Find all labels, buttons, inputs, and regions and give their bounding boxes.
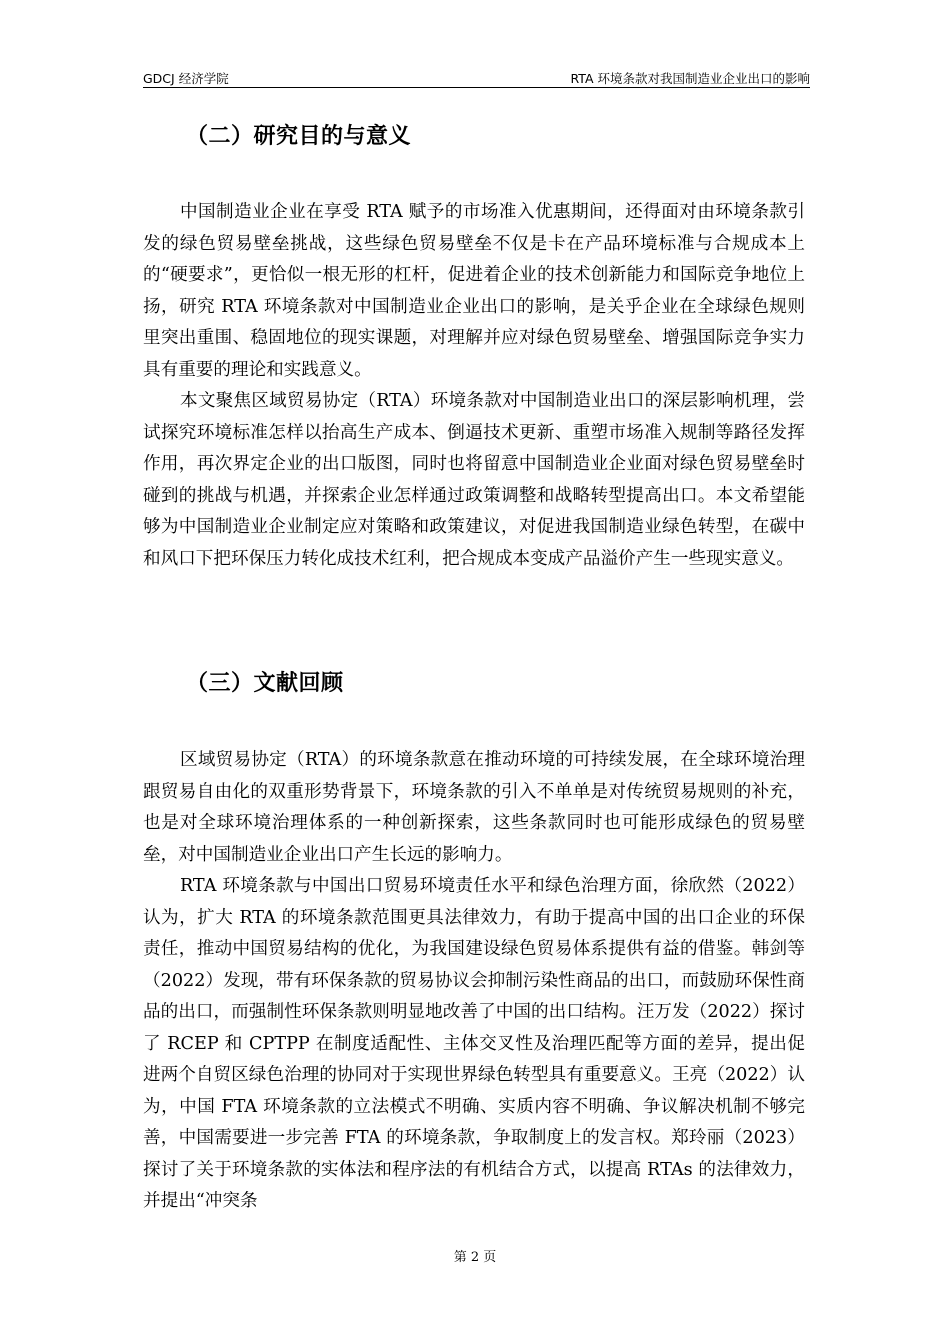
section-heading-purpose: （二）研究目的与意义 — [186, 124, 412, 149]
paragraph-purpose-2: 本文聚焦区域贸易协定（RTA）环境条款对中国制造业出口的深层影响机理，尝试探究环境标准怎样以抬高生产成本、倒逼技术更新、重塑市场准入规制等路径发挥作用，再次界定企业的出口版图，同时也将留意中国制造业企业面对绿色贸易壁垒时碰到的挑战与机遇，并探索企业怎样通过政策调整和战略转型提高出口。本文希望能够为中国制造业企业制定应对策略和政策建议，对促进我国制造业绿色转型，在碳中和风口下把环保压力转化成技术红利，把合规成本变成产品溢价产生一些现实意义。 — [143, 391, 805, 569]
paragraph-literature-1: 区域贸易协定（RTA）的环境条款意在推动环境的可持续发展，在全球环境治理跟贸易自由化的双重形势背景下，环境条款的引入不单单是对传统贸易规则的补充，也是对全球环境治理体系的一种创新探索，这些条款同时也可能形成绿色的贸易壁垒，对中国制造业企业出口产生长远的影响力。 — [143, 750, 805, 865]
paragraph-literature-2: RTA 环境条款与中国出口贸易环境责任水平和绿色治理方面，徐欣然（2022）认为，扩大 RTA 的环境条款范围更具法律效力，有助于提高中国的出口企业的环保责任，推动中国贸易结构的优化，为我国建设绿色贸易体系提供有益的借鉴。韩剑等（2022）发现，带有环保条款的贸易协议会抑制污染性商品的出口，而鼓励环保性商品的出口，而强制性环保条款则明显地改善了中国的出口结构。汪万发（2022）探讨了 RCEP 和 CPTPP 在制度适配性、主体交叉性及治理匹配等方面的差异，提出促进两个自贸区绿色治理的协同对于实现世界绿色转型具有重要意义。王亮（2022）认为，中国 FTA 环境条款的立法模式不明确、实质内容不明确、争议解决机制不够完善，中国需要进一步完善 FTA 的环境条款，争取制度上的发言权。郑玲丽（2023）探讨了关于环境条款的实体法和程序法的有机结合方式，以提高 RTAs 的法律效力，并提出“冲突条 — [143, 876, 805, 1211]
header-paper-title: RTA 环境条款对我国制造业企业出口的影响 — [570, 71, 810, 86]
section-heading-literature-review: （三）文献回顾 — [186, 671, 344, 696]
page-header — [143, 69, 810, 88]
page-number: 第 2 页 — [453, 1250, 497, 1265]
paragraph-purpose-1: 中国制造业企业在享受 RTA 赋予的市场准入优惠期间，还得面对由环境条款引发的绿色贸易壁垒挑战，这些绿色贸易壁垒不仅是卡在产品环境标准与合规成本上的“硬要求”，更恰似一根无形的杠杆，促进着企业的技术创新能力和国际竞争地位上扬，研究 RTA 环境条款对中国制造业企业出口的影响，是关乎企业在全球绿色规则里突出重围、稳固地位的现实课题，对理解并应对绿色贸易壁垒、增强国际竞争实力具有重要的理论和实践意义。 — [143, 202, 805, 380]
header-institution: GDCJ 经济学院 — [143, 71, 229, 86]
